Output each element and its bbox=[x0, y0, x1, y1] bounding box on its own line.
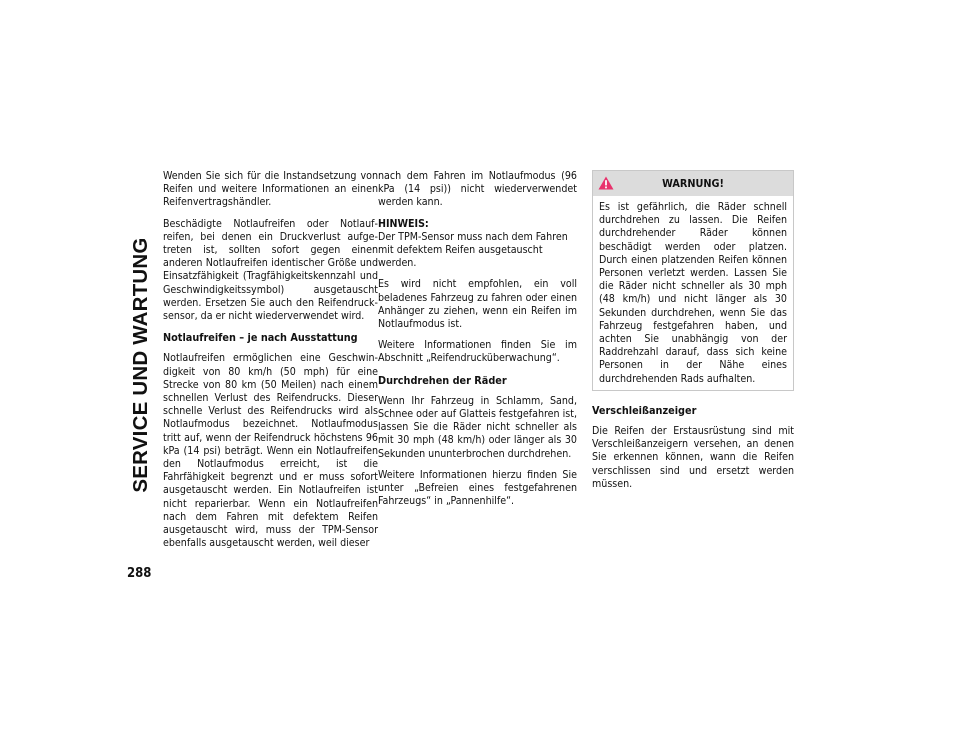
column-right bbox=[592, 170, 794, 499]
section-title-text: SERVICE UND WARTUNG bbox=[129, 237, 152, 493]
heading-wear-indicators: Verschleißanzeiger bbox=[592, 403, 697, 417]
note-block bbox=[378, 218, 577, 271]
heading-run-flat-tires: Notlaufreifen – je nach Ausstattung bbox=[163, 331, 358, 345]
warning-header bbox=[593, 171, 793, 196]
paragraph: Wenn Ihr Fahrzeug in Schlamm, Sand, Schnee oder auf Glatteis festgefahren ist, lassen Sie die Räder nicht schneller als mit 30 mph (48 km/h) oder länger als 30 Sekunden ununterbrochen durchdrehen. bbox=[378, 394, 577, 460]
warning-text: Es ist gefährlich, die Räder schnell durchdrehen zu lassen. Die Reifen durchdrehender Räder können beschädigt werden oder platzen. Durch einen platzenden Reifen können Personen verletzt werden. Lassen Sie die Räder nicht schneller als 30 mph (48 km/h) und nicht länger als 30 Sekunden durchdrehen, wenn Sie das Fahrzeug festgefahren haben, und achten Sie unabhängig von der Raddrehzahl darauf, dass sich keine Personen in der Nähe eines durchdrehenden Rads aufhalten. bbox=[599, 201, 787, 385]
paragraph: Es wird nicht empfohlen, ein voll beladenes Fahrzeug zu fahren oder einen Anhänger zu ziehen, wenn ein Reifen im Notlaufmodus ist. bbox=[378, 278, 577, 331]
warning-box bbox=[592, 170, 794, 391]
note-label: HINWEIS: bbox=[378, 217, 429, 230]
column-left bbox=[163, 170, 378, 558]
paragraph: Weitere Informationen finden Sie im Abschnitt „Reifendrucküberwachung“. bbox=[378, 339, 577, 365]
warning-triangle-icon bbox=[598, 176, 614, 190]
note-text: Der TPM-Sensor muss nach dem Fahren mit defektem Reifen ausgetauscht werden. bbox=[378, 230, 568, 270]
warning-body bbox=[593, 196, 793, 390]
section-side-title bbox=[126, 170, 156, 560]
warning-title: WARNUNG! bbox=[662, 176, 724, 190]
heading-wheel-spin: Durchdrehen der Räder bbox=[378, 373, 507, 387]
paragraph: Beschädigte Notlaufreifen oder Notlaufreifen, bei denen ein Druckverlust aufgetreten ist, sollten sofort gegen einen anderen Notlaufreifen identischer Größe und Einsatzfähigkeit (Tragfähigkeitskennzahl und Geschwindigkeitssymbol) ausgetauscht werden. Ersetzen Sie auch den Reifendrucksensor, da er nicht wiederverwendet wird. bbox=[163, 217, 378, 323]
paragraph: Notlaufreifen ermöglichen eine Geschwindigkeit von 80 km/h (50 mph) für eine Strecke von 80 km (50 Meilen) nach einem schnellen Verlust des Reifendrucks. Dieser schnelle Verlust des Reifendrucks wird als Notlaufmodus bezeichnet. Notlaufmodus tritt auf, wenn der Reifendruck höchstens 96 kPa (14 psi) beträgt. Wenn ein Notlaufreifen den Notlaufmodus erreicht, ist die Fahrfähigkeit begrenzt und er muss sofort ausgetauscht werden. Ein Notlaufreifen ist nicht reparierbar. Wenn ein Notlaufreifen nach dem Fahren mit defektem Reifen ausgetauscht wird, muss der TPM-Sensor ebenfalls ausgetauscht werden, weil dieser bbox=[163, 352, 378, 550]
paragraph: Weitere Informationen hierzu finden Sie unter „Befreien eines festgefahrenen Fahrzeugs“ in „Pannenhilfe“. bbox=[378, 468, 577, 508]
page-number: 288 bbox=[127, 566, 152, 581]
paragraph: Wenden Sie sich für die Instandsetzung von Reifen und weitere Informationen an einen Reifenvertragshändler. bbox=[163, 170, 378, 209]
column-middle bbox=[378, 170, 577, 516]
paragraph: nach dem Fahren im Notlaufmodus (96 kPa (14 psi)) nicht wiederverwendet werden kann. bbox=[378, 170, 577, 209]
paragraph: Die Reifen der Erstausrüstung sind mit Verschleißanzeigern versehen, an denen Sie erkennen können, wann die Reifen verschlissen sind und ersetzt werden müssen. bbox=[592, 425, 794, 490]
